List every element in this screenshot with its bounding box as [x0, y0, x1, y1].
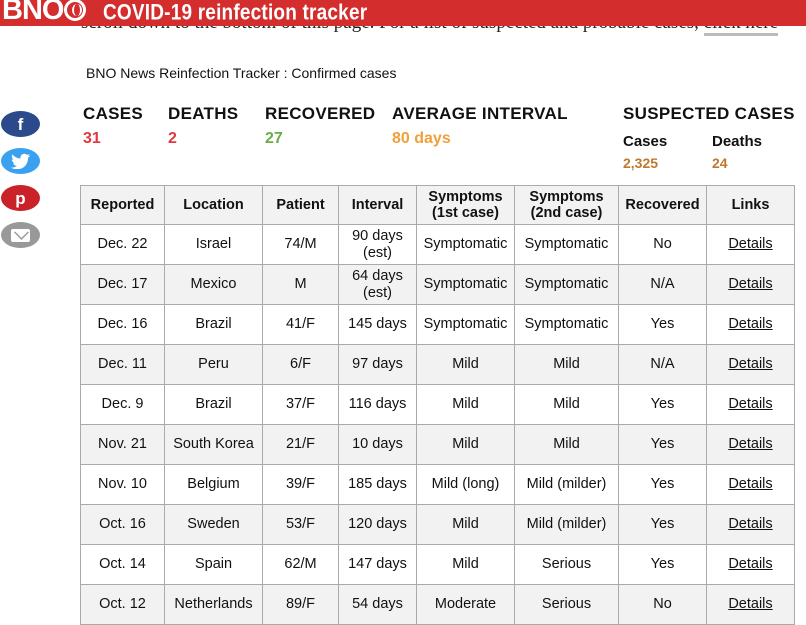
table-row	[81, 265, 795, 305]
cell-recovered: Yes	[619, 385, 707, 425]
suspected-cases-label: SUSPECTED CASES	[623, 104, 795, 123]
site-header	[0, 0, 806, 26]
details-link[interactable]: Details	[728, 396, 773, 412]
envelope-icon	[11, 229, 30, 242]
details-link[interactable]: Details	[728, 556, 773, 572]
cell-location: Brazil	[165, 305, 263, 345]
cell-reported: Dec. 9	[81, 385, 165, 425]
cell-reported: Oct. 14	[81, 545, 165, 585]
cell-symptoms-1st: Symptomatic	[417, 305, 515, 345]
cell-interval: 64 days (est)	[339, 265, 417, 305]
table-row	[81, 505, 795, 545]
cell-recovered: Yes	[619, 425, 707, 465]
twitter-share-button[interactable]	[1, 148, 40, 174]
cell-interval: 116 days	[339, 385, 417, 425]
cell-links	[707, 505, 795, 545]
column-header-symptoms-2nd: Symptoms (2nd case)	[515, 186, 619, 225]
cell-patient: 39/F	[263, 465, 339, 505]
cell-recovered: Yes	[619, 465, 707, 505]
cell-links	[707, 305, 795, 345]
twitter-icon	[1, 148, 40, 174]
details-link[interactable]: Details	[728, 276, 773, 292]
cell-reported: Dec. 16	[81, 305, 165, 345]
cell-links	[707, 545, 795, 585]
table-row	[81, 345, 795, 385]
deaths-label: DEATHS	[168, 104, 239, 123]
cell-links	[707, 265, 795, 305]
cell-symptoms-1st: Mild	[417, 385, 515, 425]
cases-label: CASES	[83, 104, 144, 123]
cell-patient: 41/F	[263, 305, 339, 345]
cell-links	[707, 425, 795, 465]
cell-patient: 21/F	[263, 425, 339, 465]
column-header-recovered: Recovered	[619, 186, 707, 225]
cell-location: Sweden	[165, 505, 263, 545]
page-title: COVID-19 reinfection tracker	[103, 1, 368, 26]
cases-value: 31	[83, 130, 101, 147]
cell-location: Spain	[165, 545, 263, 585]
cell-patient: 74/M	[263, 225, 339, 265]
table-row	[81, 545, 795, 585]
cell-patient: 53/F	[263, 505, 339, 545]
cell-links	[707, 345, 795, 385]
cell-patient: 37/F	[263, 385, 339, 425]
cell-patient: 6/F	[263, 345, 339, 385]
cell-patient: 89/F	[263, 585, 339, 625]
facebook-icon: f	[17, 115, 24, 134]
suspected-count-value: 2,325	[623, 155, 659, 171]
suspected-count-label: Cases	[623, 133, 668, 150]
facebook-share-button[interactable]	[1, 111, 40, 137]
details-link[interactable]: Details	[728, 596, 773, 612]
cell-recovered: N/A	[619, 265, 707, 305]
cell-patient: M	[263, 265, 339, 305]
cell-location: Mexico	[165, 265, 263, 305]
cell-symptoms-1st: Mild	[417, 545, 515, 585]
cell-location: Brazil	[165, 385, 263, 425]
cell-symptoms-1st: Mild	[417, 425, 515, 465]
cell-interval: 120 days	[339, 505, 417, 545]
deaths-value: 2	[168, 130, 177, 147]
table-row	[81, 425, 795, 465]
cell-location: Netherlands	[165, 585, 263, 625]
cell-recovered: Yes	[619, 305, 707, 345]
bno-logo[interactable]: BNO	[2, 0, 86, 24]
cell-reported: Nov. 10	[81, 465, 165, 505]
cell-interval: 54 days	[339, 585, 417, 625]
cell-reported: Dec. 11	[81, 345, 165, 385]
details-link[interactable]: Details	[728, 516, 773, 532]
cell-links	[707, 465, 795, 505]
details-link[interactable]: Details	[728, 356, 773, 372]
suspected-deaths-value: 24	[712, 155, 728, 171]
average-interval-value: 80 days	[392, 130, 451, 147]
reinfection-table	[80, 185, 795, 625]
cell-recovered: Yes	[619, 545, 707, 585]
cell-symptoms-2nd: Mild	[515, 425, 619, 465]
recovered-value: 27	[265, 130, 283, 147]
cell-symptoms-2nd: Serious	[515, 545, 619, 585]
details-link[interactable]: Details	[728, 436, 773, 452]
recovered-label: RECOVERED	[265, 104, 376, 123]
table-row	[81, 225, 795, 265]
cell-symptoms-2nd: Symptomatic	[515, 225, 619, 265]
pinterest-icon: p	[15, 189, 26, 208]
column-header-location: Location	[165, 186, 263, 225]
globe-icon	[64, 0, 86, 21]
cell-reported: Dec. 17	[81, 265, 165, 305]
cell-links	[707, 585, 795, 625]
cell-symptoms-2nd: Mild	[515, 345, 619, 385]
cell-interval: 145 days	[339, 305, 417, 345]
cell-symptoms-2nd: Mild (milder)	[515, 465, 619, 505]
cell-location: Belgium	[165, 465, 263, 505]
cell-symptoms-1st: Moderate	[417, 585, 515, 625]
cell-symptoms-1st: Symptomatic	[417, 265, 515, 305]
suspected-deaths-label: Deaths	[712, 133, 763, 150]
cell-recovered: No	[619, 585, 707, 625]
cell-patient: 62/M	[263, 545, 339, 585]
cell-symptoms-2nd: Mild (milder)	[515, 505, 619, 545]
average-interval-label: AVERAGE INTERVAL	[392, 104, 568, 123]
pinterest-share-button[interactable]	[1, 185, 40, 211]
cell-location: Peru	[165, 345, 263, 385]
cell-interval: 10 days	[339, 425, 417, 465]
cell-location: Israel	[165, 225, 263, 265]
cell-symptoms-2nd: Serious	[515, 585, 619, 625]
cell-symptoms-2nd: Mild	[515, 385, 619, 425]
email-share-button[interactable]	[1, 222, 40, 248]
column-header-symptoms-1st: Symptoms (1st case)	[417, 186, 515, 225]
column-header-interval: Interval	[339, 186, 417, 225]
table-row	[81, 465, 795, 505]
column-header-links: Links	[707, 186, 795, 225]
column-header-reported: Reported	[81, 186, 165, 225]
details-link[interactable]: Details	[728, 236, 773, 252]
table-row	[81, 585, 795, 625]
cell-symptoms-1st: Mild	[417, 345, 515, 385]
cell-symptoms-1st: Mild	[417, 505, 515, 545]
cell-links	[707, 385, 795, 425]
table-row	[81, 305, 795, 345]
tracker-title: BNO News Reinfection Tracker : Confirmed cases	[86, 65, 397, 81]
cell-location: South Korea	[165, 425, 263, 465]
cell-recovered: No	[619, 225, 707, 265]
cell-recovered: N/A	[619, 345, 707, 385]
cell-interval: 147 days	[339, 545, 417, 585]
table-header-row	[81, 186, 795, 225]
cell-interval: 97 days	[339, 345, 417, 385]
cell-links	[707, 225, 795, 265]
cell-recovered: Yes	[619, 505, 707, 545]
cell-symptoms-1st: Symptomatic	[417, 225, 515, 265]
cell-reported: Dec. 22	[81, 225, 165, 265]
column-header-patient: Patient	[263, 186, 339, 225]
details-link[interactable]: Details	[728, 476, 773, 492]
details-link[interactable]: Details	[728, 316, 773, 332]
cell-interval: 90 days (est)	[339, 225, 417, 265]
table-row	[81, 385, 795, 425]
cell-symptoms-1st: Mild (long)	[417, 465, 515, 505]
cell-interval: 185 days	[339, 465, 417, 505]
cell-symptoms-2nd: Symptomatic	[515, 265, 619, 305]
cell-reported: Oct. 12	[81, 585, 165, 625]
cell-reported: Oct. 16	[81, 505, 165, 545]
cell-symptoms-2nd: Symptomatic	[515, 305, 619, 345]
cell-reported: Nov. 21	[81, 425, 165, 465]
